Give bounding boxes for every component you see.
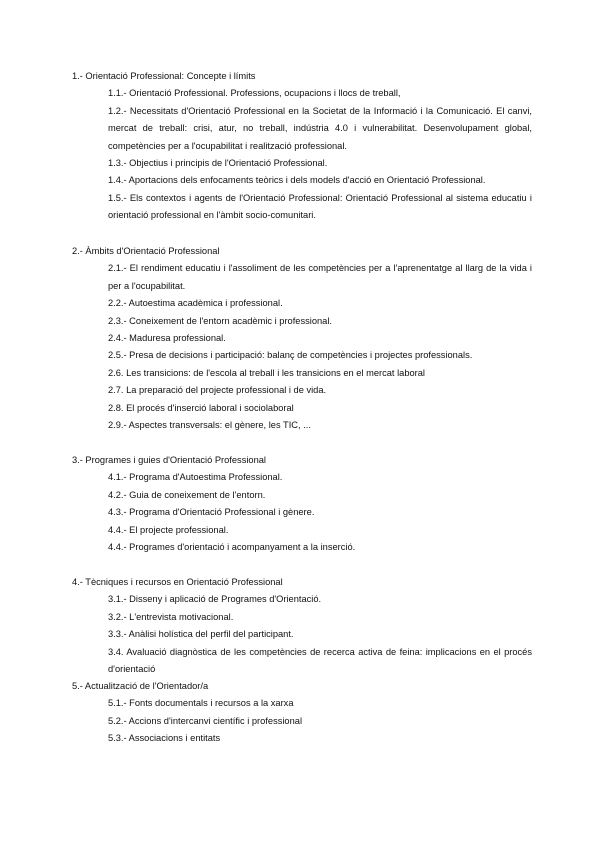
list-item: 5.1.- Fonts documentals i recursos a la xarxa xyxy=(108,698,294,709)
list-item: 2.8. El procés d'inserció laboral i sociolaboral xyxy=(108,402,294,413)
section-heading: 4.- Tècniques i recursos en Orientació Professional xyxy=(72,577,283,587)
list-item: 2.9.- Aspectes transversals: el gènere, les TIC, ... xyxy=(108,420,311,431)
list-item: 4.2.- Guia de coneixement de l'entorn. xyxy=(108,489,266,500)
section-heading: 1.- Orientació Professional: Concepte i límits xyxy=(72,71,256,81)
list-item: 4.1.- Programa d'Autoestima Professional. xyxy=(108,472,283,483)
list-item: 3.1.- Disseny i aplicació de Programes d'Orientació. xyxy=(108,594,322,605)
section-3 xyxy=(72,452,532,556)
list-item: 2.5.- Presa de decisions i participació: balanç de competències i projectes professionals. xyxy=(108,350,473,361)
section-heading: 2.- Àmbits d'Orientació Professional xyxy=(72,246,220,256)
list-item: 1.3.- Objectius i principis de l'Orientació Professional. xyxy=(108,158,328,169)
list-item: 1.5.- Els contextos i agents de l'Orientació Professional: Orientació Professional al sistema educatiu i orientació professional en l'àmbit socio-comunitari. xyxy=(108,192,532,221)
list-item: 3.3.- Anàlisi holística del perfil del participant. xyxy=(108,629,294,640)
section-5 xyxy=(72,678,532,748)
list-item: 3.4. Avaluació diagnòstica de les competències de recerca activa de feina: implicacions en el procés d'orientació xyxy=(108,646,532,675)
list-item: 2.6. Les transicions: de l'escola al treball i les transicions en el mercat laboral xyxy=(108,367,425,378)
list-item: 4.3.- Programa d'Orientació Professional i gènere. xyxy=(108,507,315,518)
list-item: 5.3.- Associacions i entitats xyxy=(108,733,221,744)
list-item: 1.1.- Orientació Professional. Professions, ocupacions i llocs de treball, xyxy=(108,88,401,99)
section-2 xyxy=(72,243,532,434)
list-item: 1.4.- Aportacions dels enfocaments teòrics i dels models d'acció en Orientació Professional. xyxy=(108,175,486,186)
list-item: 2.1.- El rendiment educatiu i l'assoliment de les competències per a l'aprenentatge al llarg de la vida i per a l'ocupabilitat. xyxy=(108,263,532,291)
section-4 xyxy=(72,574,532,678)
list-item: 2.4.- Maduresa professional. xyxy=(108,333,226,344)
list-item: 1.2.- Necessitats d'Orientació Professional en la Societat de la Informació i la Comunicació. El canvi, mercat de treball: crisi, atur, no treball, indústria 4.0 i vulnerabilitat. Desenvolupament global, competències per a l'ocupabilitat i realització professional. xyxy=(108,105,532,151)
list-item: 5.2.- Accions d'intercanvi científic i professional xyxy=(108,715,303,726)
list-item: 4.4.- Programes d'orientació i acompanyament a la inserció. xyxy=(108,542,356,553)
list-item: 3.2.- L'entrevista motivacional. xyxy=(108,611,234,622)
section-1 xyxy=(72,68,532,225)
list-item: 4.4.- El projecte professional. xyxy=(108,524,229,535)
section-heading: 3.- Programes i guies d'Orientació Professional xyxy=(72,455,266,465)
list-item: 2.3.- Coneixement de l'entorn acadèmic i professional. xyxy=(108,315,332,326)
section-heading: 5.- Actualització de l'Orientador/a xyxy=(72,681,209,691)
list-item: 2.7. La preparació del projecte professional i de vida. xyxy=(108,385,327,396)
list-item: 2.2.- Autoestima acadèmica i professional. xyxy=(108,298,283,309)
